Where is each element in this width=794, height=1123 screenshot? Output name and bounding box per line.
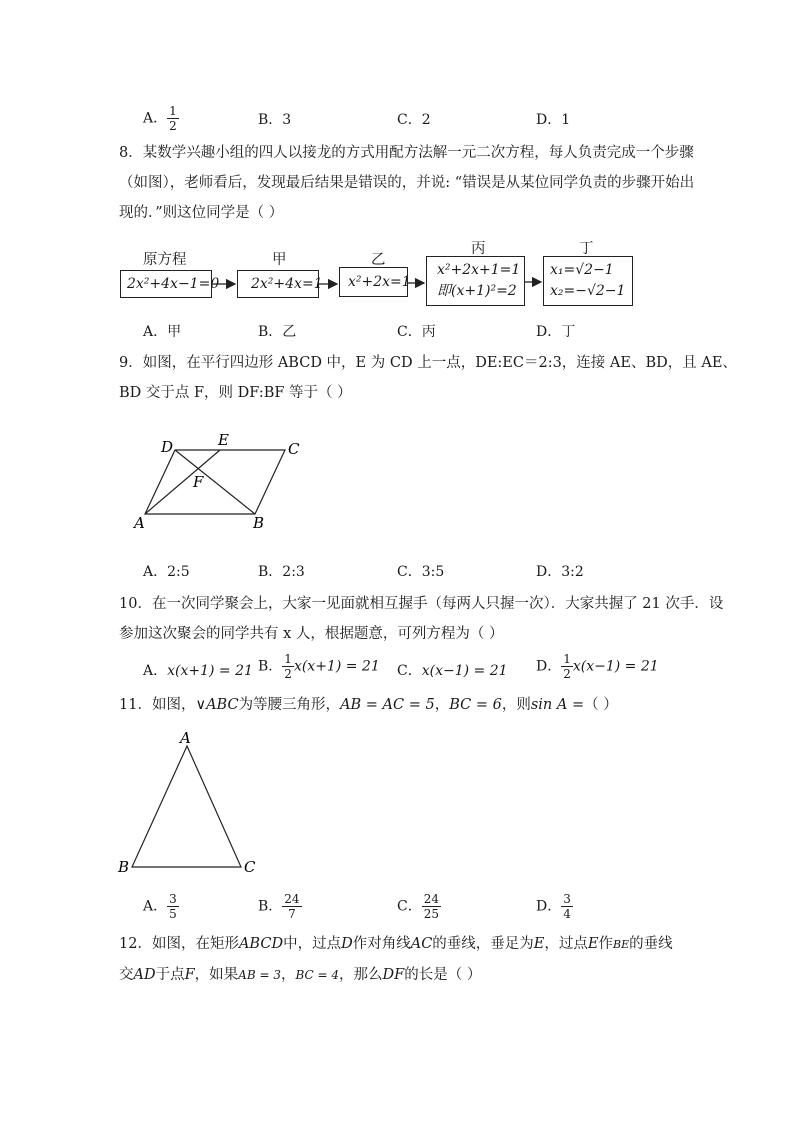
q9-option-c: C．3:5 <box>397 564 445 580</box>
step-label-ding: 丁 <box>579 241 594 257</box>
step-content-line1: x²+2x+1=1 <box>437 262 521 278</box>
numerator: 3 <box>169 892 177 906</box>
q9-question <box>119 348 739 408</box>
q9-option-a: A．2:5 <box>143 564 190 580</box>
q12-text: 中，过点 <box>283 936 342 952</box>
numerator: 3 <box>563 892 571 906</box>
q8-option-a: A．甲 <box>143 324 182 340</box>
q10-option-d <box>536 652 659 681</box>
option-letter: B． <box>258 658 283 675</box>
label-f: F <box>193 473 204 491</box>
q11-triangle: ∨ABC <box>195 697 239 713</box>
q12-math: BE <box>612 938 630 951</box>
q12-text: ，那么 <box>339 967 383 983</box>
q10-option-b <box>258 652 380 681</box>
q11-text: 11．如图， <box>119 697 196 713</box>
label-a: A <box>180 729 191 747</box>
q11-condition: BC = 6 <box>449 697 502 713</box>
q12-math: AC <box>410 936 433 952</box>
q9-line2: BD 交于点 F，则 DF:BF 等于（ ） <box>119 385 352 401</box>
option-expr: x(x+1) = 21 <box>167 663 253 679</box>
q12-math: DF <box>382 967 405 983</box>
numerator: 1 <box>563 652 571 666</box>
option-letter: C． <box>397 898 422 915</box>
step-content: 2x²+4x=1 <box>251 276 323 292</box>
denominator: 2 <box>169 119 177 133</box>
q11-option-d <box>536 892 573 921</box>
q12-question <box>119 929 759 990</box>
option-letter: A． <box>143 898 168 915</box>
q11-text: 为等腰三角形， <box>238 697 341 713</box>
denominator: 25 <box>423 907 439 921</box>
q11-option-a <box>143 892 179 921</box>
q12-text: 交 <box>119 967 134 983</box>
fraction <box>167 892 179 921</box>
q10-question <box>119 589 739 649</box>
step-label-original: 原方程 <box>143 252 187 268</box>
q12-condition: AB = 3 <box>238 968 281 982</box>
q8-option-b: B．乙 <box>258 324 297 340</box>
q12-text: 的长是（ ） <box>404 967 482 983</box>
numerator: 1 <box>169 104 177 118</box>
option-expr: x(x−1) = 21 <box>572 658 659 675</box>
label-b: B <box>118 858 130 876</box>
step-content-line2: x₂=−√2−1 <box>550 283 626 299</box>
q12-math: D <box>341 936 353 952</box>
label-c: C <box>288 440 300 458</box>
step-content: x²+2x=1 <box>348 274 411 290</box>
label-d: D <box>161 438 174 456</box>
q11-question <box>119 690 739 720</box>
q12-text: ，过点 <box>544 936 588 952</box>
option-text: 1 <box>561 112 571 128</box>
q12-math: F <box>184 967 195 983</box>
option-letter: D． <box>536 898 562 915</box>
q12-text: 于点 <box>155 967 185 983</box>
denominator: 4 <box>563 907 571 921</box>
label-e: E <box>218 431 229 449</box>
q10-line2: 参加这次聚会的同学共有 x 人，根据题意，可列方程为（ ） <box>119 626 504 642</box>
q8-option-d: D．丁 <box>536 324 576 340</box>
q11-option-c <box>397 892 441 921</box>
step-content: 2x²+4x−1=0 <box>127 276 220 292</box>
numerator: 1 <box>284 652 292 666</box>
option-expr: x(x−1) = 21 <box>421 663 508 679</box>
option-expr: x(x+1) = 21 <box>293 658 380 675</box>
denominator: 5 <box>169 907 177 921</box>
step-content-line1: x₁=√2−1 <box>550 262 614 278</box>
q10-option-c <box>397 660 508 680</box>
option-letter: D． <box>536 112 562 128</box>
label-c: C <box>244 858 256 876</box>
q12-text: 的垂线 <box>629 936 673 952</box>
q11-condition: AB = AC = 5 <box>340 697 435 713</box>
q11-option-b <box>258 892 302 921</box>
fraction <box>561 892 573 921</box>
numerator: 24 <box>284 892 300 906</box>
q8-line1: 8．某数学兴趣小组的四人以接龙的方式用配方法解一元二次方程，每人负责完成一个步骤 <box>119 145 694 161</box>
q12-condition: BC = 4 <box>295 968 340 982</box>
q12-math: ABCD <box>238 936 284 952</box>
q12-line1 <box>119 929 759 960</box>
q8-line2: （如图），老师看后，发现最后结果是错误的，并说: “错误是从某位同学负责的步骤开始出 <box>119 175 695 191</box>
q12-text: 12．如图，在矩形 <box>119 936 239 952</box>
q9-option-d: D．3:2 <box>536 564 584 580</box>
numerator: 24 <box>423 892 439 906</box>
q11-triangle-figure <box>112 728 272 880</box>
option-letter: B． <box>258 898 283 915</box>
q9-option-b: B．2:3 <box>258 564 305 580</box>
option-text: 3 <box>282 112 292 128</box>
denominator: 2 <box>563 667 571 681</box>
fraction <box>282 652 294 681</box>
q11-text: （ ） <box>584 697 618 713</box>
denominator: 2 <box>284 667 292 681</box>
fraction <box>561 652 573 681</box>
option-letter: D． <box>536 658 562 675</box>
q8-line3: 现的．”则这位同学是（ ） <box>119 205 284 221</box>
q12-text: ， <box>280 967 296 983</box>
q11-ask: sin A = <box>530 697 585 713</box>
q12-text: ，如果 <box>194 967 239 983</box>
q12-line2 <box>119 960 759 990</box>
option-text: 2 <box>421 112 431 128</box>
fraction <box>282 892 301 921</box>
q12-text: 作 <box>598 936 613 952</box>
q10-option-a <box>143 660 253 680</box>
q12-math: E <box>587 936 599 952</box>
option-letter: A． <box>143 110 168 127</box>
fraction <box>422 892 441 921</box>
q12-math: AD <box>133 967 156 983</box>
q11-text: ，则 <box>501 697 531 713</box>
label-a: A <box>134 514 145 532</box>
step-label-yi: 乙 <box>371 252 386 268</box>
option-letter: C． <box>397 663 422 679</box>
step-label-jia: 甲 <box>272 252 287 268</box>
step-content-line2: 即(x+1)²=2 <box>437 283 517 299</box>
option-letter: C． <box>397 112 422 128</box>
option-letter: A． <box>143 663 168 679</box>
label-b: B <box>253 514 265 532</box>
q9-parallelogram-figure <box>125 430 315 535</box>
q11-text: ， <box>434 697 450 713</box>
step-label-bing: 丙 <box>471 241 486 257</box>
q12-text: 的垂线，垂足为 <box>432 936 534 952</box>
q9-line1: 9．如图，在平行四边形 ABCD 中，E 为 CD 上一点，DE:EC＝2:3，连接 AE、BD，且 AE、 <box>119 355 737 371</box>
q10-line1: 10．在一次同学聚会上，大家一见面就相互握手（每两人只握一次）．大家共握了 21 次手．设 <box>119 596 724 612</box>
q8-option-c: C．丙 <box>397 324 436 340</box>
option-letter: B． <box>258 112 283 128</box>
denominator: 7 <box>288 907 296 921</box>
q12-text: 作对角线 <box>352 936 411 952</box>
q12-math: E <box>533 936 545 952</box>
